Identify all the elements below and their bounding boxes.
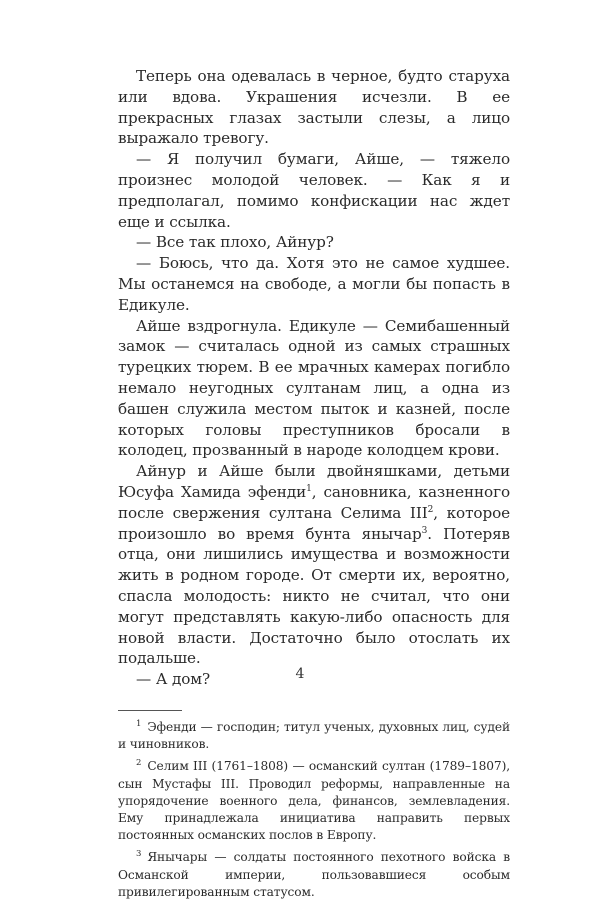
footnote-ref-3: 3 [421, 525, 428, 536]
footnote-text: Эфенди — господин; титул ученых, духовных лиц, судей и чиновников. [118, 719, 510, 752]
page-number: 4 [295, 666, 305, 682]
paragraph-with-notes [118, 461, 510, 669]
footnote-number: 3 [136, 849, 142, 860]
paragraph: — Боюсь, что да. Хотя это не самое худшее. Мы останемся на свободе, а могли бы попасть в Едикуле. [118, 254, 510, 314]
main-text [118, 66, 510, 690]
footnote [118, 849, 510, 901]
text-span: , сановника, казненного после свержения султана Селима III [118, 482, 510, 522]
footnote-text: Селим III (1761–1808) — османский султан (1789–1807), сын Мустафы III. Проводил реформы, направленные на упорядочение военного дела, финансов, землевладения. Ему принадлежала инициатива направить первых постоянных османских послов в Европу. [118, 759, 510, 843]
footnote-divider [118, 710, 182, 711]
text-span: Айнур и Айше были двойняшками, детьми Юсуфа Хамида эфенди [118, 462, 510, 501]
footnotes [118, 719, 510, 901]
text-span: , которое произошло во время бунта янычар [118, 503, 511, 543]
book-page [118, 66, 510, 906]
footnote [118, 719, 510, 753]
paragraph: — Я получил бумаги, Айше, — тяжело произнес молодой человек. — Как я и предполагал, помимо конфискации нас ждет еще и ссылка. [118, 150, 510, 231]
footnote-number: 2 [136, 758, 142, 769]
text-span: . Потеряв отца, они лишились имущества и возможности жить в родном городе. От смерти их, вероятно, спасла молодость: никто не считал, что они могут представлять какую-либо опасность для новой власти. Достаточно было отослать их подальше. [118, 524, 511, 668]
footnote [118, 758, 510, 844]
footnote-ref-1: 1 [306, 483, 312, 494]
footnote-ref-2: 2 [427, 504, 434, 515]
paragraph: Теперь она одевалась в черное, будто старуха или вдова. Украшения исчезли. В ее прекрасных глазах застыли слезы, а лицо выражало тревогу. [118, 67, 510, 148]
footnote-text: Янычары — солдаты постоянного пехотного войска в Османской империи, пользовавшиеся особым привилегированным статусом. [118, 850, 510, 899]
paragraph: Айше вздрогнула. Едикуле — Семибашенный замок — считалась одной из самых страшных турецких тюрем. В ее мрачных камерах погибло немало неугодных султанам лиц, а одна из башен служила местом пыток и казней, после которых головы преступников бросали в колодец, прозванный в народе колодцем крови. [118, 316, 510, 460]
paragraph: — А дом? [136, 670, 210, 689]
footnote-number: 1 [136, 718, 142, 729]
paragraph: — Все так плохо, Айнур? [136, 233, 334, 252]
